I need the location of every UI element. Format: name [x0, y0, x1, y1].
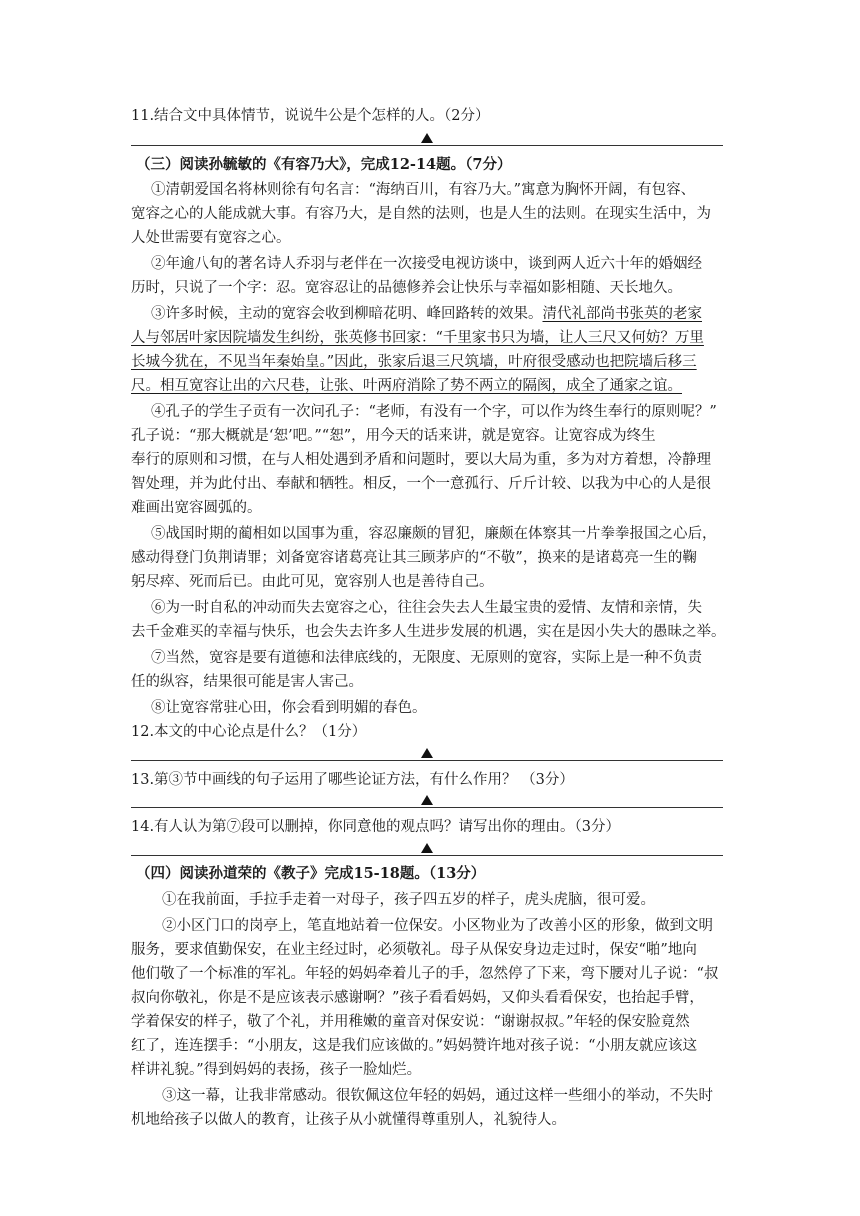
s4-p2-line5: 学着保安的样子，敬了个礼，并用稚嫩的童音对保安说：“谢谢叔叔。”年轻的保安脸竟然 [131, 1014, 690, 1030]
s3-p5-line3: 躬尽瘁、死而后已。由此可见，宽容别人也是善待自己。 [131, 574, 494, 590]
s3-p1-line2: 宽容之心的人能成就大事。有容乃大，是自然的法则，也是人生的法则。在现实生活中，为 [131, 206, 711, 222]
s4-p1: ①在我前面，手拉手走着一对母子，孩子四五岁的样子，虎头虎脑，很可爱。 [162, 892, 655, 908]
underlined-sentence: 人与邻居叶家因院墙发生纠纷，张英修书回家：“千里家书只为墙，让人三尺又何妨？万里 [131, 330, 704, 346]
s3-p7-line1: ⑦当然，宽容是要有道德和法律底线的，无限度、无原则的宽容，实际上是一种不负责 [151, 650, 702, 666]
s3-p4-line3: 奉行的原则和习惯，在与人相处遇到矛盾和问题时，要以大局为重，多为对方着想，冷静理 [131, 452, 711, 468]
s3-p4-line2: 孔子说：“那大概就是‘恕’吧。”“恕”，用今天的话来讲，就是宽容。让宽容成为终生 [131, 428, 656, 444]
s3-p3-line1 [151, 304, 702, 324]
s4-p3-line1: ③这一幕，让我非常感动。很钦佩这位年轻的妈妈，通过这样一些细小的举动，不失时 [162, 1088, 713, 1104]
answer-triangle-icon [421, 133, 433, 143]
s4-p2-line4: 叔向你敬礼，你是不是应该表示感谢啊？”孩子看看妈妈，又仰头看看保安，也抬起手臂， [131, 990, 704, 1006]
s3-p5-line1: ⑤战国时期的蔺相如以国事为重，容忍廉颇的冒犯，廉颇在体察其一片拳拳报国之心后， [151, 526, 717, 542]
underlined-sentence: 清代礼部尚书张英的老家 [542, 306, 702, 322]
question-14: 14.有人认为第⑦段可以删掉，你同意他的观点吗？请写出你的理由。（3分） [131, 819, 621, 835]
s3-p4-line4: 智处理，并为此付出、奉献和牺牲。相反，一个一意孤行、斤斤计较、以我为中心的人是很 [131, 476, 711, 492]
s3-p3-start: ③许多时候，主动的宽容会收到柳暗花明、峰回路转的效果。 [151, 306, 543, 322]
section-4-heading: （四）阅读孙道荣的《教子》完成15-18题。（13分） [136, 865, 486, 882]
s3-p2-line1: ②年逾八旬的著名诗人乔羽与老伴在一次接受电视访谈中，谈到两人近六十年的婚姻经 [151, 256, 702, 272]
s3-p6-line1: ⑥为一时自私的冲动而失去宽容之心，往往会失去人生最宝贵的爱情、友情和亲情，失 [151, 600, 702, 616]
s3-p4-line5: 难画出宽容圆弧的。 [131, 500, 262, 516]
answer-triangle-icon [421, 748, 433, 758]
section-3-heading: （三）阅读孙毓敏的《有容乃大》，完成12-14题。（7分） [136, 156, 512, 173]
answer-line-14[interactable] [131, 845, 723, 861]
s4-p2-line1: ②小区门口的岗亭上，笔直地站着一位保安。小区物业为了改善小区的形象，做到文明 [162, 918, 713, 934]
s3-p5-line2: 感动得登门负荆请罪；刘备宽容诸葛亮让其三顾茅庐的“不敬”，换来的是诸葛亮一生的鞠 [131, 550, 697, 566]
s3-p6-line2: 去千金难买的幸福与快乐，也会失去许多人生进步发展的机遇，实在是因小失大的愚昧之举。 [131, 624, 726, 640]
question-11: 11.结合文中具体情节，说说牛公是个怎样的人。（2分） [131, 108, 490, 124]
answer-triangle-icon [421, 795, 433, 805]
s3-p2-line2: 历时，只说了一个字：忍。宽容忍让的品德修养会让快乐与幸福如影相随、天长地久。 [131, 280, 682, 296]
answer-line-13[interactable] [131, 797, 723, 813]
s4-p2-line3: 他们敬了一个标准的军礼。年轻的妈妈牵着儿子的手，忽然停了下来，弯下腰对儿子说：“叔 [131, 966, 719, 982]
underlined-sentence: 尺。相互宽容让出的六尺巷，让张、叶两府消除了势不两立的隔阂，成全了通家之谊。 [131, 378, 682, 394]
s4-p2-line2: 服务，要求值勤保安，在业主经过时，必须敬礼。母子从保安身边走过时，保安“啪”地向 [131, 942, 697, 958]
question-12: 12.本文的中心论点是什么？（1分） [131, 724, 367, 740]
s3-p1-line1: ①清朝爱国名将林则徐有句名言：“海纳百川，有容乃大。”寓意为胸怀开阔，有包容、 [151, 182, 696, 198]
s3-p1-line3: 人处世需要有宽容之心。 [131, 230, 291, 246]
s3-p8: ⑧让宽容常驻心田，你会看到明媚的春色。 [151, 700, 427, 716]
s3-p7-line2: 任的纵容，结果很可能是害人害己。 [131, 674, 363, 690]
s4-p2-line6: 红了，连连摆手：“小朋友，这是我们应该做的。”妈妈赞许地对孩子说：“小朋友就应该这 [131, 1038, 697, 1054]
question-13: 13.第③节中画线的句子运用了哪些论证方法，有什么作用？ （3分） [131, 772, 574, 788]
answer-triangle-icon [421, 843, 433, 853]
s3-p4-line1: ④孔子的学生子贡有一次问孔子：“老师，有没有一个字，可以作为终生奉行的原则呢？” [151, 404, 717, 420]
answer-line-11[interactable] [131, 135, 723, 151]
s4-p3-line2: 机地给孩子以做人的教育，让孩子从小就懂得尊重别人，礼貌待人。 [131, 1112, 566, 1128]
underlined-sentence: 长城今犹在，不见当年秦始皇。”因此，张家后退三尺筑墙，叶府很受感动也把院墙后移三 [131, 354, 697, 370]
s4-p2-line7: 样讲礼貌。”得到妈妈的表扬，孩子一脸灿烂。 [131, 1062, 422, 1078]
answer-line-12[interactable] [131, 750, 723, 766]
